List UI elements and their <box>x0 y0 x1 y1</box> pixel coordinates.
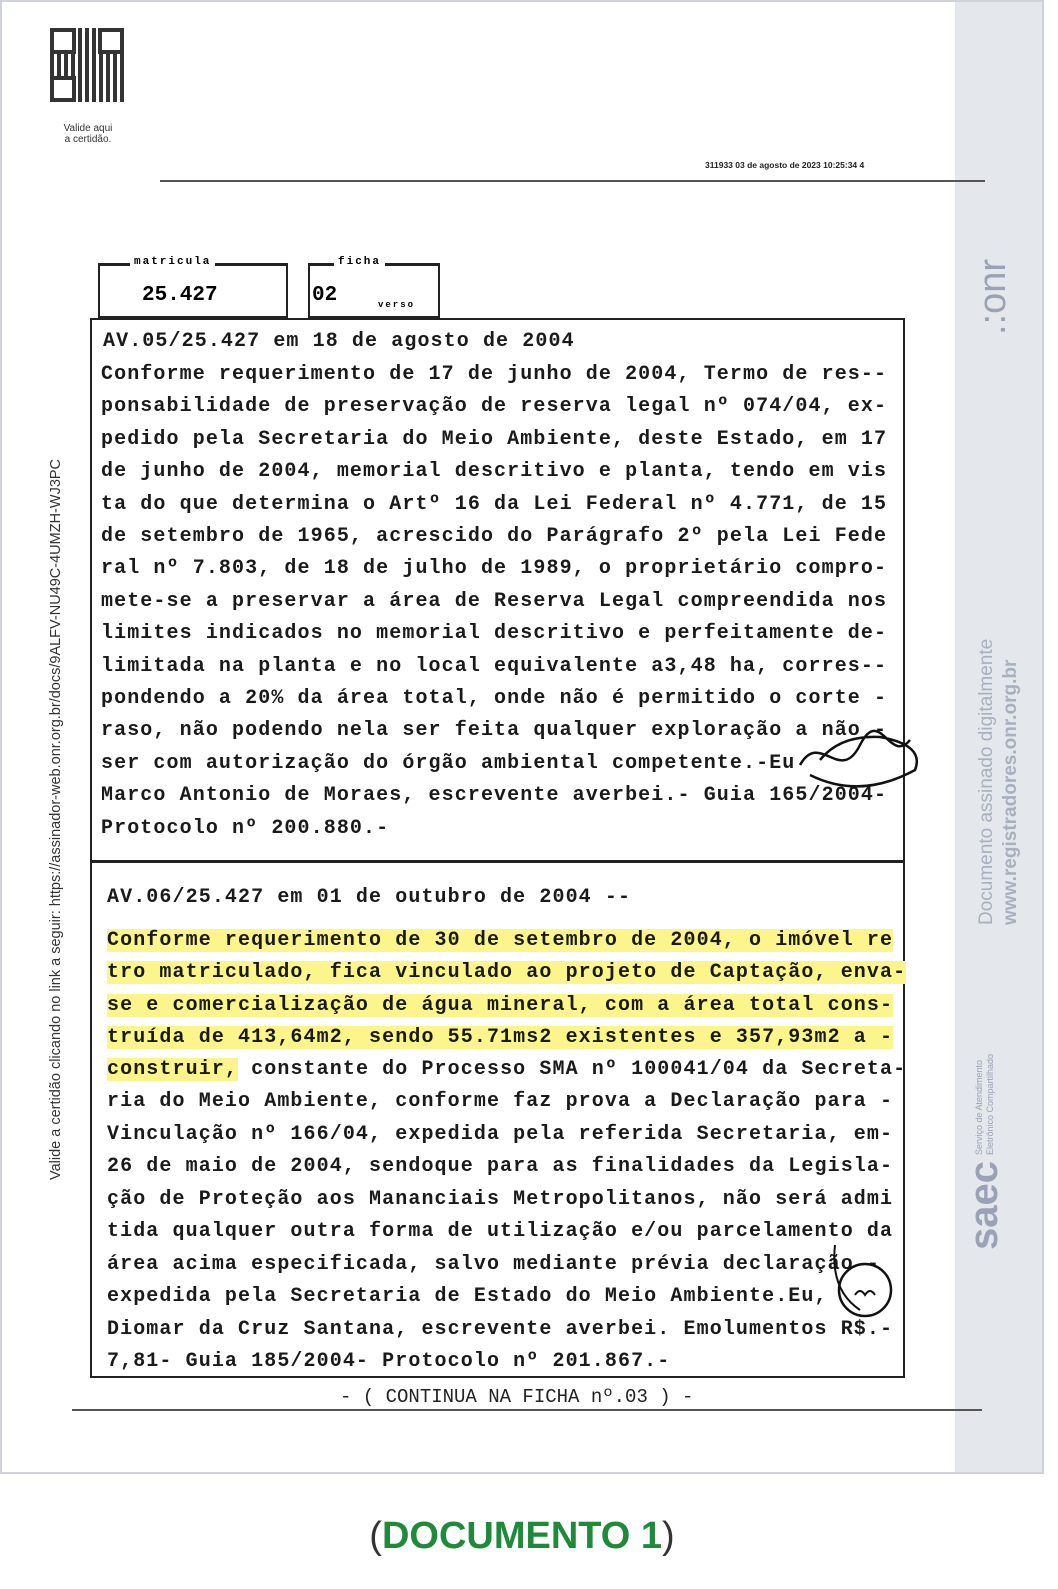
entry-line: Diomar da Cruz Santana, escrevente averbei. Emolumentos R$.- <box>107 1317 894 1341</box>
ficha-box <box>308 256 440 318</box>
entry-line: Conforme requerimento de 17 de junho de 2004, Termo de res-- <box>101 363 888 386</box>
entry-line: 26 de maio de 2004, sendoque para as finalidades da Legisla- <box>107 1155 894 1178</box>
saec-wordmark: saec <box>962 1161 1006 1250</box>
entry-line <box>107 961 906 985</box>
entry-line: expedida pela Secretaria de Estado do Meio Ambiente.Eu, <box>107 1285 828 1308</box>
entry-line: ral nº 7.803, de 18 de julho de 1989, o proprietário compro- <box>101 557 888 581</box>
validate-caption <box>50 123 126 145</box>
entry-line: ção de Proteção aos Mananciais Metropolitanos, não será admi <box>107 1187 894 1211</box>
ficha-value: 02 <box>312 284 338 307</box>
entry-line: mete-se a preservar a área de Reserva Legal compreendida nos <box>101 589 888 613</box>
document-caption <box>0 1515 1044 1558</box>
entry-line: pondendo a 20% da área total, onde não é permitido o corte - <box>101 687 888 710</box>
entry-line <box>107 1058 906 1082</box>
highlighted-text: Conforme requerimento de 30 de setembro de 2004, o imóvel re <box>107 929 894 952</box>
entry-line: ponsabilidade de preservação de reserva legal nº 074/04, ex- <box>101 395 888 419</box>
entry-line <box>107 994 893 1018</box>
entry-divider <box>90 860 905 863</box>
entry-line: Marco Antonio de Moraes, escrevente averbei.- Guia 165/2004- <box>101 784 888 808</box>
validate-line-2: a certidão. <box>64 134 112 145</box>
entry-line: tida qualquer outra forma de utilização e/ou parcelamento da <box>107 1220 894 1243</box>
ficha-label: ficha <box>334 256 385 268</box>
matricula-label: matricula <box>130 256 215 268</box>
entry-line: ser com autorização do órgão ambiental competente.-Eu <box>101 751 796 775</box>
entry-line: limitada na planta e no local equivalente a3,48 ha, corres-- <box>101 654 888 678</box>
highlighted-text: se e comercialização de água mineral, com a área total cons- <box>107 993 894 1017</box>
matricula-value: 25.427 <box>142 284 218 307</box>
ficha-sub: verso <box>378 300 416 310</box>
entry-line: Vinculação nº 166/04, expedida pela referida Secretaria, em- <box>107 1122 894 1146</box>
caption-paren-close: ) <box>662 1515 675 1557</box>
entry-title: AV.05/25.427 em 18 de agosto de 2004 <box>103 330 575 353</box>
top-rule <box>160 180 985 182</box>
signature-icon <box>790 725 920 795</box>
caption-paren-open: ( <box>369 1515 382 1557</box>
continua-note: - ( CONTINUA NA FICHA nº.03 ) - <box>340 1386 694 1408</box>
entry-line: ria do Meio Ambiente, conforme faz prova a Declaração para - <box>107 1090 894 1113</box>
entry-line: ta do que determina o Artº 16 da Lei Federal nº 4.771, de 15 <box>101 492 888 516</box>
matricula-box <box>98 256 288 318</box>
qr-code[interactable] <box>50 28 124 102</box>
caption-label: DOCUMENTO 1 <box>381 1515 663 1557</box>
print-stamp: 311933 03 de agosto de 2023 10:25:34 4 <box>705 160 865 170</box>
entry-title: AV.06/25.427 em 01 de outubro de 2004 -- <box>107 886 632 909</box>
highlighted-text: construir, <box>107 1058 239 1081</box>
validate-line-1: Valide aqui <box>63 123 113 134</box>
entry-line: raso, não podendo nela ser feita qualquer exploração a não - <box>101 719 888 743</box>
validation-link[interactable]: Valide a certidão clicando no link a seguir: https://assinador-web.onr.org.br/docs/9ALFV-NU49C-4UMZH-WJ3PC <box>48 458 64 1180</box>
saec-logo <box>962 1054 1007 1250</box>
highlighted-text: truída de 413,64m2, sendo 55.71ms2 existentes e 357,93m2 a - <box>107 1025 894 1049</box>
bottom-rule <box>72 1409 982 1411</box>
entry-text: constante do Processo SMA nº 100041/04 da Secreta- <box>238 1058 907 1081</box>
saec-sub-2: Eletrônico Compartilhado <box>984 1053 995 1156</box>
entry-line: Protocolo nº 200.880.- <box>101 816 390 840</box>
entry-line <box>107 929 893 953</box>
entry-line: área acima especificada, salvo mediante prévia declaração - <box>107 1252 881 1276</box>
entry-line: de junho de 2004, memorial descritivo e planta, tendo em vis <box>101 460 888 484</box>
entry-line <box>107 1026 893 1050</box>
digital-signature-note <box>975 639 1023 925</box>
entry-line: pedido pela Secretaria do Meio Ambiente, deste Estado, em 17 <box>101 427 888 451</box>
seal-signature-icon <box>825 1240 895 1320</box>
onr-logo: .:onr <box>972 258 1014 335</box>
signed-url: www.registradores.onr.org.br <box>1000 659 1021 925</box>
saec-sub-1: Serviço de Atendimento <box>973 1059 984 1156</box>
signed-line-1: Documento assinado digitalmente <box>976 638 997 925</box>
entry-line: 7,81- Guia 185/2004- Protocolo nº 201.867.- <box>107 1350 671 1373</box>
entry-line: limites indicados no memorial descritivo e perfeitamente de- <box>101 622 888 646</box>
highlighted-text: tro matriculado, fica vinculado ao projeto de Captação, enva- <box>107 961 907 985</box>
entry-line: de setembro de 1965, acrescido do Parágrafo 2º pela Lei Fede <box>101 525 888 548</box>
